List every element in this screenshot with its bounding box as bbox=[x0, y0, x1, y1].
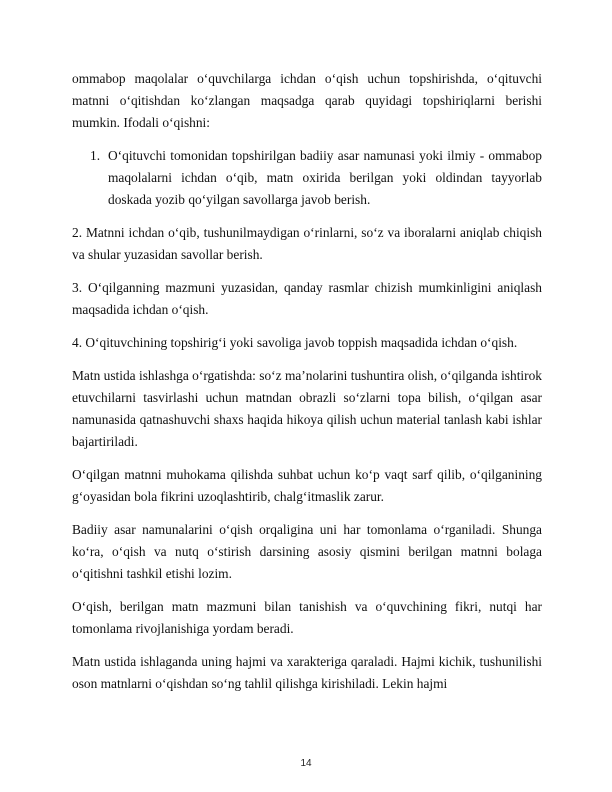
paragraph-reading: Badiiy asar namunalarini o‘qish orqaligina uni har tomonlama o‘rganiladi. Shunga ko‘ra, o‘qish va nutq o‘stirish darsining asosiy qismini berilgan matnni bolaga o‘qitishni tashkil etishi lozim. bbox=[72, 522, 542, 581]
paragraph-text-work: Matn ustida ishlashga o‘rgatishda: so‘z ma’nolarini tushuntira olish, o‘qilganda ishtirok etuvchilarni tasvirlashi uchun matndan obrazli so‘zlarni topa bilish, o‘qilgan asar namunasida qatnashuvchi shaxs haqida hikoya qilish uchun material tanlash kabi ishlar bajartiriladi. bbox=[72, 368, 542, 449]
page-number: 14 bbox=[300, 758, 312, 769]
page-body bbox=[72, 68, 542, 706]
paragraph-discussion: O‘qilgan matnni muhokama qilishda suhbat uchun ko‘p vaqt sarf qilib, o‘qilganining g‘oyasidan bola fikrini uzoqlashtirib, chalg‘itmaslik zarur. bbox=[72, 467, 542, 504]
paragraph-item-4: 4. O‘qituvchining topshirig‘i yoki savoliga javob toppish maqsadida ichdan o‘qish. bbox=[72, 335, 518, 350]
paragraph-intro: ommabop maqolalar o‘quvchilarga ichdan o‘qish uchun topshirishda, o‘qituvchi matnni o‘qitishdan ko‘zlangan maqsadga qarab quyidagi topshiriqlarni berishi mumkin. Ifodali o‘qishni: bbox=[72, 71, 542, 130]
paragraph-item-2: 2. Matnni ichdan o‘qib, tushunilmaydigan o‘rinlarni, so‘z va iboralarni aniqlab chiqish va shular yuzasidan savollar berish. bbox=[72, 225, 542, 262]
list-number: 1. bbox=[90, 148, 101, 163]
paragraph-item-3: 3. O‘qilganning mazmuni yuzasidan, qanday rasmlar chizish mumkinligini aniqlash maqsadida ichdan o‘qish. bbox=[72, 280, 542, 317]
paragraph-development: O‘qish, berilgan matn mazmuni bilan tanishish va o‘quvchining fikri, nutqi har tomonlama rivojlanishiga yordam beradi. bbox=[72, 599, 542, 636]
list-item-text: O‘qituvchi tomonidan topshirilgan badiiy asar namunasi yoki ilmiy - ommabop maqolalarni ichdan o‘qib, matn oxirida berilgan yoki oldindan tayyorlab doskada yozib qo‘yilgan savollarga javob berish. bbox=[108, 148, 542, 207]
paragraph-volume: Matn ustida ishlaganda uning hajmi va xarakteriga qaraladi. Hajmi kichik, tushunilishi oson matnlarni o‘qishdan so‘ng tahlil qilishga kirishiladi. Lekin hajmi bbox=[72, 654, 542, 691]
numbered-list-item-1 bbox=[72, 145, 542, 211]
